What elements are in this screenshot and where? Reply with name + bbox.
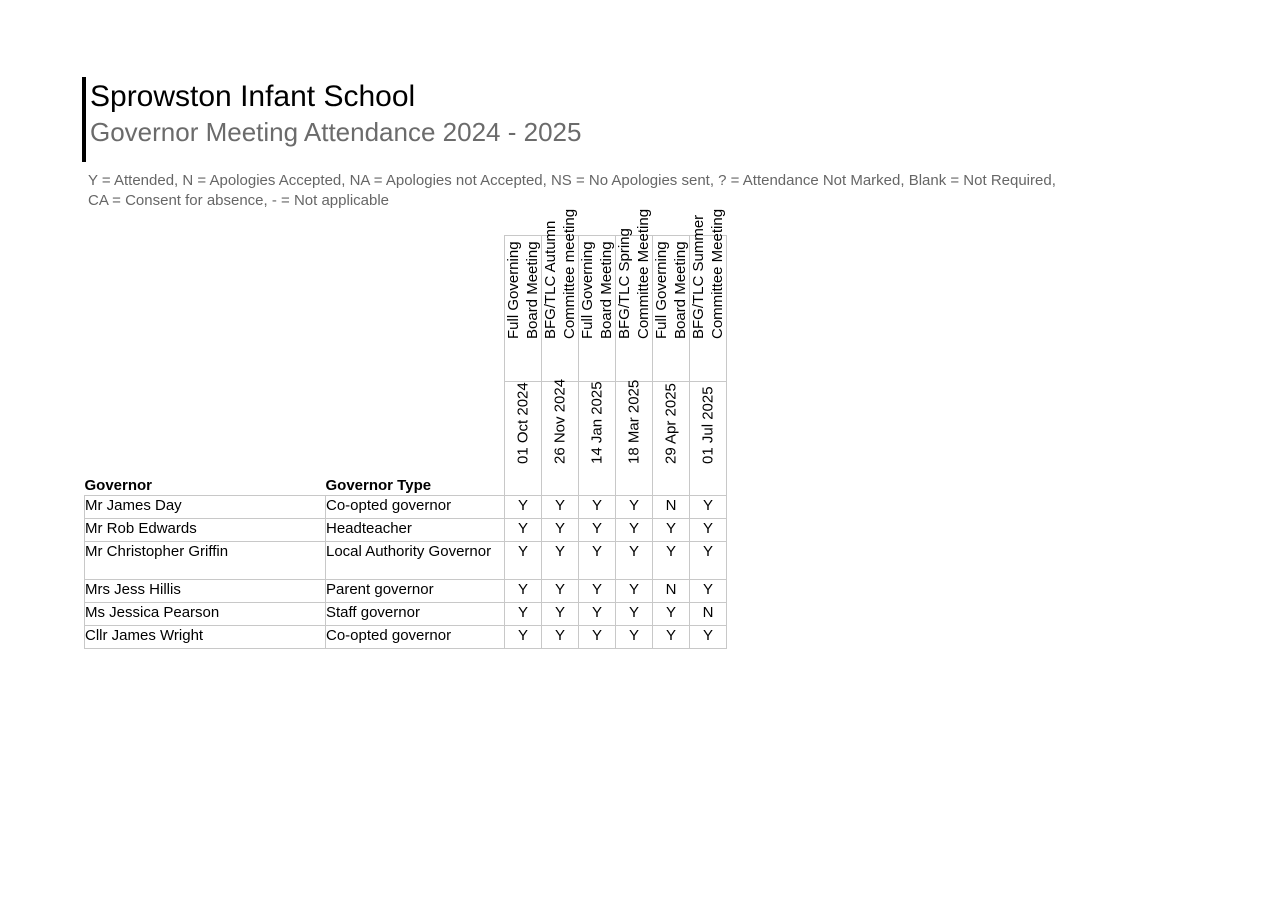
table-row <box>85 496 727 519</box>
meeting-date: 18 Mar 2025 <box>625 379 643 464</box>
legend-line-1: Y = Attended, N = Apologies Accepted, NA = Apologies not Accepted, NS = No Apologies sent, ? = Attendance Not Marked, Blank = Not Required, <box>88 172 1056 189</box>
attendance-mark: Y <box>579 542 616 580</box>
attendance-mark: Y <box>505 519 542 542</box>
attendance-mark: Y <box>579 603 616 626</box>
attendance-table <box>84 208 727 649</box>
governor-name: Mr James Day <box>85 496 326 519</box>
governor-type: Parent governor <box>326 580 505 603</box>
meeting-name-header <box>579 236 616 382</box>
attendance-mark: Y <box>542 603 579 626</box>
attendance-mark: Y <box>542 626 579 649</box>
attendance-mark: Y <box>653 542 690 580</box>
meeting-name-line-1: Full Governing <box>653 241 670 339</box>
governor-name: Cllr James Wright <box>85 626 326 649</box>
attendance-legend <box>88 171 1068 210</box>
meeting-name-header <box>653 236 690 382</box>
meeting-date-header <box>653 382 690 496</box>
attendance-mark: Y <box>579 626 616 649</box>
meeting-name-line-2: Committee Meeting <box>635 208 652 339</box>
attendance-mark: Y <box>653 626 690 649</box>
governor-type: Co-opted governor <box>326 496 505 519</box>
attendance-mark: Y <box>542 580 579 603</box>
meeting-name-line-2: Board Meeting <box>672 241 689 339</box>
governor-type: Co-opted governor <box>326 626 505 649</box>
attendance-mark: Y <box>616 580 653 603</box>
attendance-mark: Y <box>616 603 653 626</box>
meeting-date: 14 Jan 2025 <box>588 381 606 464</box>
table-row <box>85 519 727 542</box>
meeting-date-header <box>690 382 727 496</box>
attendance-mark: N <box>690 603 727 626</box>
meeting-name-header <box>690 208 727 382</box>
attendance-mark: Y <box>579 580 616 603</box>
attendance-mark: Y <box>690 519 727 542</box>
attendance-mark: Y <box>505 603 542 626</box>
governor-name: Mr Christopher Griffin <box>85 542 326 580</box>
attendance-mark: N <box>653 580 690 603</box>
meeting-date-header <box>542 378 579 496</box>
meeting-name-line-1: BFG/TLC Autumn <box>542 220 559 339</box>
meeting-name-header-row <box>85 236 727 382</box>
meeting-date: 26 Nov 2024 <box>551 378 569 464</box>
attendance-mark: Y <box>653 519 690 542</box>
governor-type-column-header: Governor Type <box>325 477 432 494</box>
governor-name: Ms Jessica Pearson <box>85 603 326 626</box>
meeting-date-header <box>505 382 542 496</box>
meeting-name-line-2: Board Meeting <box>598 241 615 339</box>
attendance-mark: Y <box>690 626 727 649</box>
attendance-mark: Y <box>579 496 616 519</box>
attendance-mark: Y <box>579 519 616 542</box>
report-title: Governor Meeting Attendance 2024 - 2025 <box>90 117 582 147</box>
attendance-mark: Y <box>616 519 653 542</box>
attendance-mark: Y <box>690 580 727 603</box>
meeting-name-line-2: Committee meeting <box>561 208 578 339</box>
legend-line-2: CA = Consent for absence, - = Not applicable <box>88 191 390 209</box>
attendance-mark: Y <box>542 496 579 519</box>
meeting-name-header <box>616 208 653 382</box>
attendance-mark: Y <box>542 542 579 580</box>
governor-type: Headteacher <box>326 519 505 542</box>
attendance-mark: N <box>653 496 690 519</box>
school-name: Sprowston Infant School <box>90 80 416 113</box>
attendance-mark: Y <box>690 542 727 580</box>
governor-name: Mrs Jess Hillis <box>85 580 326 603</box>
attendance-mark: Y <box>505 542 542 580</box>
attendance-mark: Y <box>505 496 542 519</box>
attendance-mark: Y <box>616 496 653 519</box>
attendance-mark: Y <box>542 519 579 542</box>
meeting-date-header <box>579 382 616 496</box>
table-row <box>85 580 727 603</box>
governor-column-header: Governor <box>84 477 153 494</box>
meeting-date: 29 Apr 2025 <box>662 383 680 464</box>
meeting-date: 01 Jul 2025 <box>699 386 717 464</box>
report-header <box>82 77 581 162</box>
attendance-mark: Y <box>653 603 690 626</box>
attendance-mark: Y <box>616 542 653 580</box>
table-row <box>85 603 727 626</box>
governor-type: Local Authority Governor <box>326 542 505 580</box>
meeting-date: 01 Oct 2024 <box>514 382 532 464</box>
attendance-mark: Y <box>690 496 727 519</box>
meeting-name-line-2: Committee Meeting <box>709 208 726 339</box>
meeting-name-line-1: Full Governing <box>505 241 522 339</box>
meeting-name-line-1: BFG/TLC Summer <box>690 214 707 339</box>
attendance-mark: Y <box>616 626 653 649</box>
governor-type: Staff governor <box>326 603 505 626</box>
meeting-date-header <box>616 379 653 496</box>
meeting-name-header <box>505 236 542 382</box>
attendance-mark: Y <box>505 580 542 603</box>
meeting-name-line-1: Full Governing <box>579 241 596 339</box>
meeting-name-line-1: BFG/TLC Spring <box>616 228 633 339</box>
meeting-name-header <box>542 208 579 382</box>
attendance-mark: Y <box>505 626 542 649</box>
governor-name: Mr Rob Edwards <box>85 519 326 542</box>
table-row <box>85 626 727 649</box>
meeting-name-line-2: Board Meeting <box>524 241 541 339</box>
table-row <box>85 542 727 580</box>
